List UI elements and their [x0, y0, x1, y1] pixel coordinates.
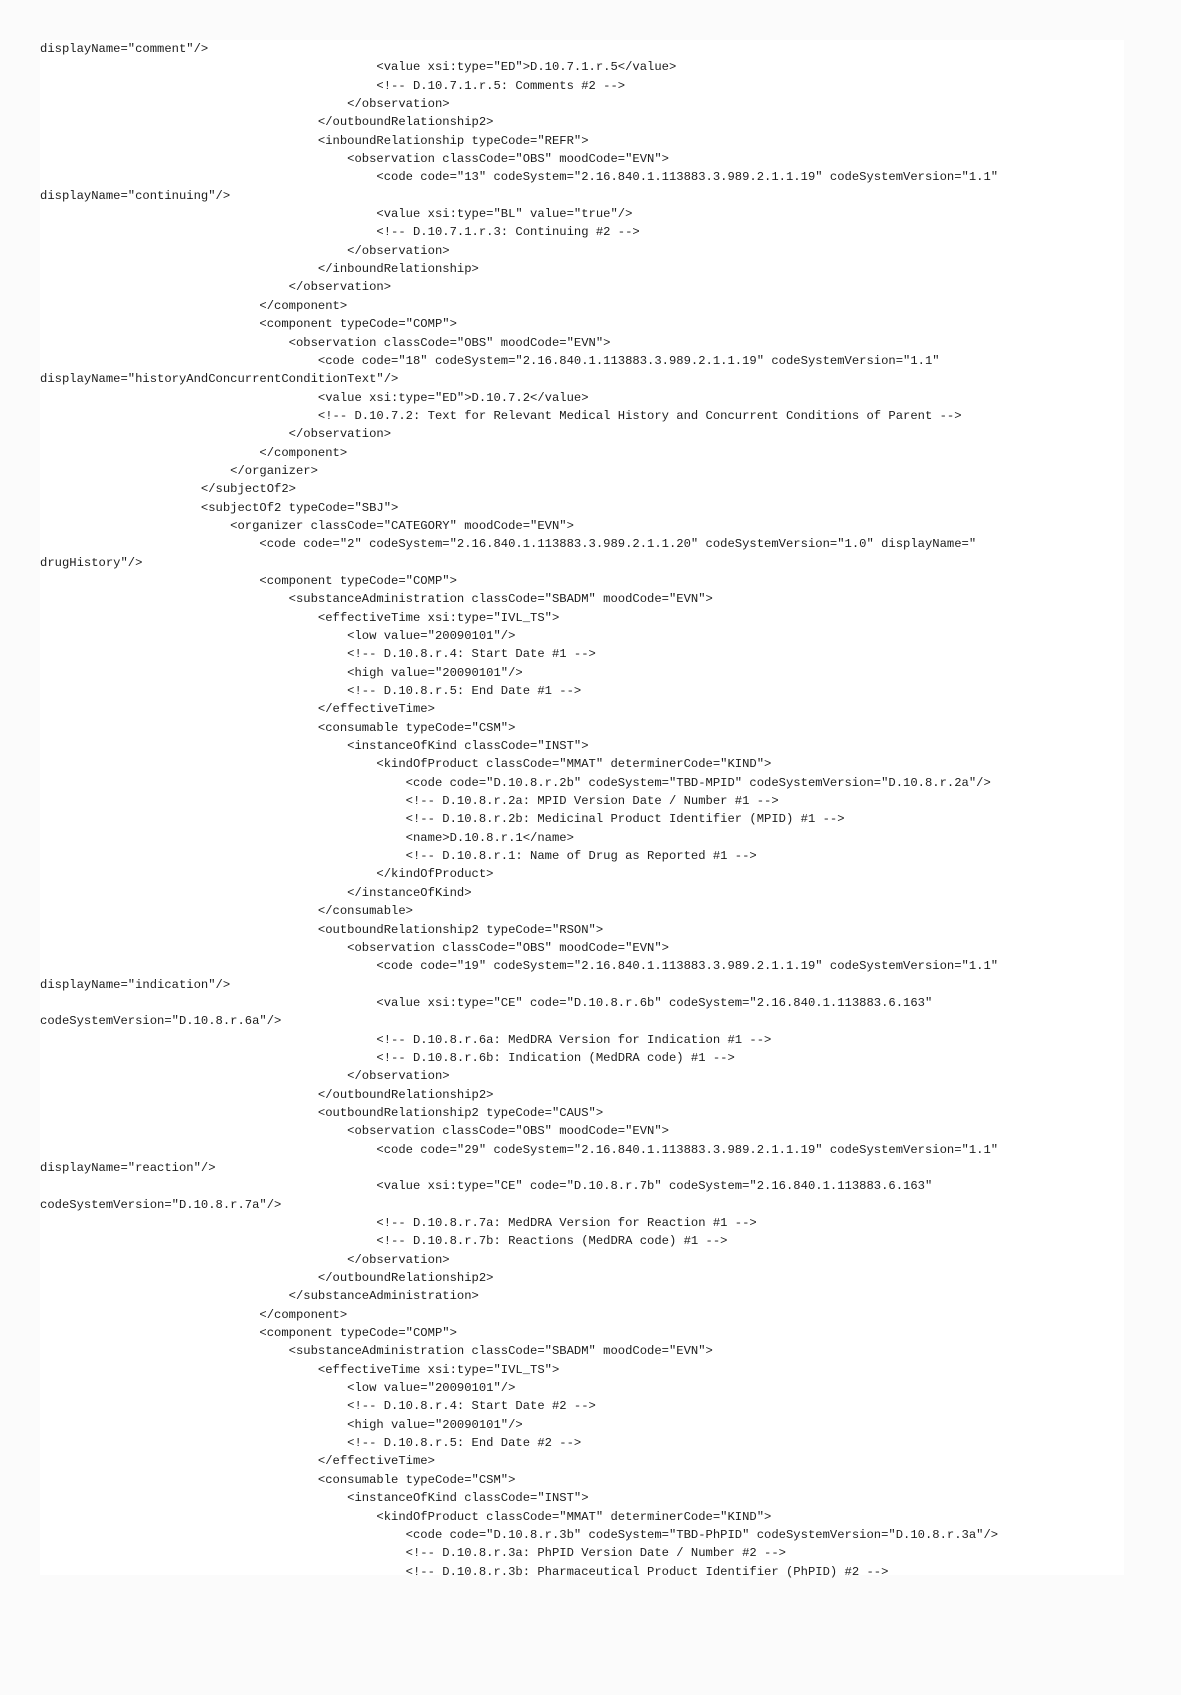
code-line: <!-- D.10.8.r.7a: MedDRA Version for Reaction #1 --> [40, 1216, 757, 1230]
code-line: <!-- D.10.8.r.4: Start Date #2 --> [40, 1399, 596, 1414]
code-line: </subjectOf2> [40, 482, 296, 497]
code-line: codeSystemVersion="D.10.8.r.7a"/> [40, 1197, 282, 1212]
code-line: <component typeCode="COMP"> [40, 317, 457, 332]
code-line: <!-- D.10.8.r.5: End Date #2 --> [40, 1436, 582, 1451]
code-line: displayName="reaction"/> [40, 1160, 216, 1175]
code-line: </substanceAdministration> [40, 1289, 479, 1304]
code-line: <outboundRelationship2 typeCode="RSON"> [40, 922, 604, 937]
code-line: displayName="historyAndConcurrentConditionText"/> [40, 372, 399, 387]
code-line: </organizer> [40, 463, 318, 478]
code-line: </kindOfProduct> [40, 867, 494, 882]
code-line: codeSystemVersion="D.10.8.r.6a"/> [40, 1014, 282, 1029]
code-line: <effectiveTime xsi:type="IVL_TS"> [40, 1362, 560, 1377]
code-line: <!-- D.10.8.r.3a: PhPID Version Date / Number #2 --> [40, 1546, 786, 1561]
code-line: <!-- D.10.8.r.6a: MedDRA Version for Indication #1 --> [40, 1032, 772, 1047]
code-line: displayName="indication"/> [40, 977, 231, 992]
code-line: <!-- D.10.7.1.r.5: Comments #2 --> [40, 78, 626, 93]
code-line: <!-- D.10.8.r.7b: Reactions (MedDRA code) #1 --> [40, 1234, 728, 1249]
code-line: <consumable typeCode="CSM"> [40, 1472, 516, 1487]
code-line: <kindOfProduct classCode="MMAT" determinerCode="KIND"> [40, 1509, 772, 1524]
code-line: <code code="D.10.8.r.3b" codeSystem="TBD-PhPID" codeSystemVersion="D.10.8.r.3a"/> [40, 1527, 999, 1542]
code-line: <effectiveTime xsi:type="IVL_TS"> [40, 610, 560, 625]
code-line: </observation> [40, 1252, 450, 1267]
code-line: <low value="20090101"/> [40, 1381, 516, 1396]
code-line: <observation classCode="OBS" moodCode="EVN"> [40, 1124, 669, 1139]
code-line: <code code="2" codeSystem="2.16.840.1.113883.3.989.2.1.1.20" codeSystemVersion="1.0" displayName=" [40, 537, 977, 552]
code-line: <!-- D.10.8.r.2a: MPID Version Date / Number #1 --> [40, 794, 779, 809]
code-line: <instanceOfKind classCode="INST"> [40, 739, 589, 754]
code-line: <code code="D.10.8.r.2b" codeSystem="TBD-MPID" codeSystemVersion="D.10.8.r.2a"/> [40, 775, 991, 790]
code-line: </observation> [40, 97, 450, 112]
code-line: </observation> [40, 1069, 450, 1084]
code-line: <substanceAdministration classCode="SBADM" moodCode="EVN"> [40, 1344, 713, 1359]
code-line: <low value="20090101"/> [40, 629, 516, 643]
code-line: <!-- D.10.8.r.5: End Date #1 --> [40, 684, 582, 699]
code-line: </instanceOfKind> [40, 885, 472, 900]
code-line: </observation> [40, 280, 392, 295]
code-line: <consumable typeCode="CSM"> [40, 720, 516, 735]
code-line: <name>D.10.8.r.1</name> [40, 830, 574, 845]
xml-code-listing [40, 40, 998, 1581]
code-line: <!-- D.10.8.r.4: Start Date #1 --> [40, 647, 596, 662]
code-line: <observation classCode="OBS" moodCode="EVN"> [40, 152, 669, 167]
code-line: <instanceOfKind classCode="INST"> [40, 1491, 589, 1506]
code-line: <kindOfProduct classCode="MMAT" determinerCode="KIND"> [40, 757, 772, 772]
code-line: </outboundRelationship2> [40, 1271, 494, 1286]
code-line: <component typeCode="COMP"> [40, 573, 457, 588]
code-line: <component typeCode="COMP"> [40, 1326, 457, 1341]
code-line: </component> [40, 1307, 348, 1322]
code-line: <!-- D.10.8.r.2b: Medicinal Product Identifier (MPID) #1 --> [40, 812, 845, 827]
code-line: </component> [40, 445, 348, 460]
code-line: <!-- D.10.8.r.3b: Pharmaceutical Product Identifier (PhPID) #2 --> [40, 1564, 889, 1579]
code-line: <!-- D.10.7.1.r.3: Continuing #2 --> [40, 225, 640, 240]
code-line: <observation classCode="OBS" moodCode="EVN"> [40, 335, 611, 350]
code-line: <!-- D.10.7.2: Text for Relevant Medical History and Concurrent Conditions of Parent --> [40, 408, 962, 423]
code-line: </outboundRelationship2> [40, 115, 494, 130]
code-line: <value xsi:type="ED">D.10.7.2</value> [40, 390, 589, 405]
code-line: <code code="18" codeSystem="2.16.840.1.113883.3.989.2.1.1.19" codeSystemVersion="1.1" [40, 353, 940, 368]
code-line: <high value="20090101"/> [40, 1417, 523, 1432]
code-line: <value xsi:type="ED">D.10.7.1.r.5</value> [40, 60, 677, 75]
code-line: </inboundRelationship> [40, 262, 479, 277]
code-line: <substanceAdministration classCode="SBADM" moodCode="EVN"> [40, 592, 713, 607]
code-line: <organizer classCode="CATEGORY" moodCode="EVN"> [40, 518, 574, 533]
code-line: </outboundRelationship2> [40, 1087, 494, 1102]
code-line: <code code="19" codeSystem="2.16.840.1.113883.3.989.2.1.1.19" codeSystemVersion="1.1" [40, 959, 999, 974]
code-line: </component> [40, 298, 348, 313]
code-line: </observation> [40, 427, 392, 442]
code-line: </effectiveTime> [40, 1454, 435, 1469]
code-line: </consumable> [40, 904, 413, 919]
code-line: <value xsi:type="CE" code="D.10.8.r.6b" codeSystem="2.16.840.1.113883.6.163" [40, 995, 933, 1010]
code-line: <observation classCode="OBS" moodCode="EVN"> [40, 940, 669, 955]
code-line: <!-- D.10.8.r.6b: Indication (MedDRA code) #1 --> [40, 1050, 735, 1065]
code-line: </observation> [40, 243, 450, 258]
code-line: <value xsi:type="CE" code="D.10.8.r.7b" codeSystem="2.16.840.1.113883.6.163" [40, 1179, 933, 1194]
code-line: <value xsi:type="BL" value="true"/> [40, 207, 633, 222]
code-line: <subjectOf2 typeCode="SBJ"> [40, 500, 399, 515]
code-line: displayName="continuing"/> [40, 188, 231, 203]
document-page [40, 40, 1124, 1579]
code-line: displayName="comment"/> [40, 42, 209, 56]
code-line: <high value="20090101"/> [40, 665, 523, 680]
code-line: <code code="29" codeSystem="2.16.840.1.113883.3.989.2.1.1.19" codeSystemVersion="1.1" [40, 1142, 999, 1157]
code-line: drugHistory"/> [40, 555, 143, 570]
code-line: <code code="13" codeSystem="2.16.840.1.113883.3.989.2.1.1.19" codeSystemVersion="1.1" [40, 170, 999, 185]
code-line: </effectiveTime> [40, 702, 435, 717]
code-line: <!-- D.10.8.r.1: Name of Drug as Reported #1 --> [40, 849, 757, 864]
code-line: <outboundRelationship2 typeCode="CAUS"> [40, 1105, 604, 1120]
code-line: <inboundRelationship typeCode="REFR"> [40, 133, 589, 148]
